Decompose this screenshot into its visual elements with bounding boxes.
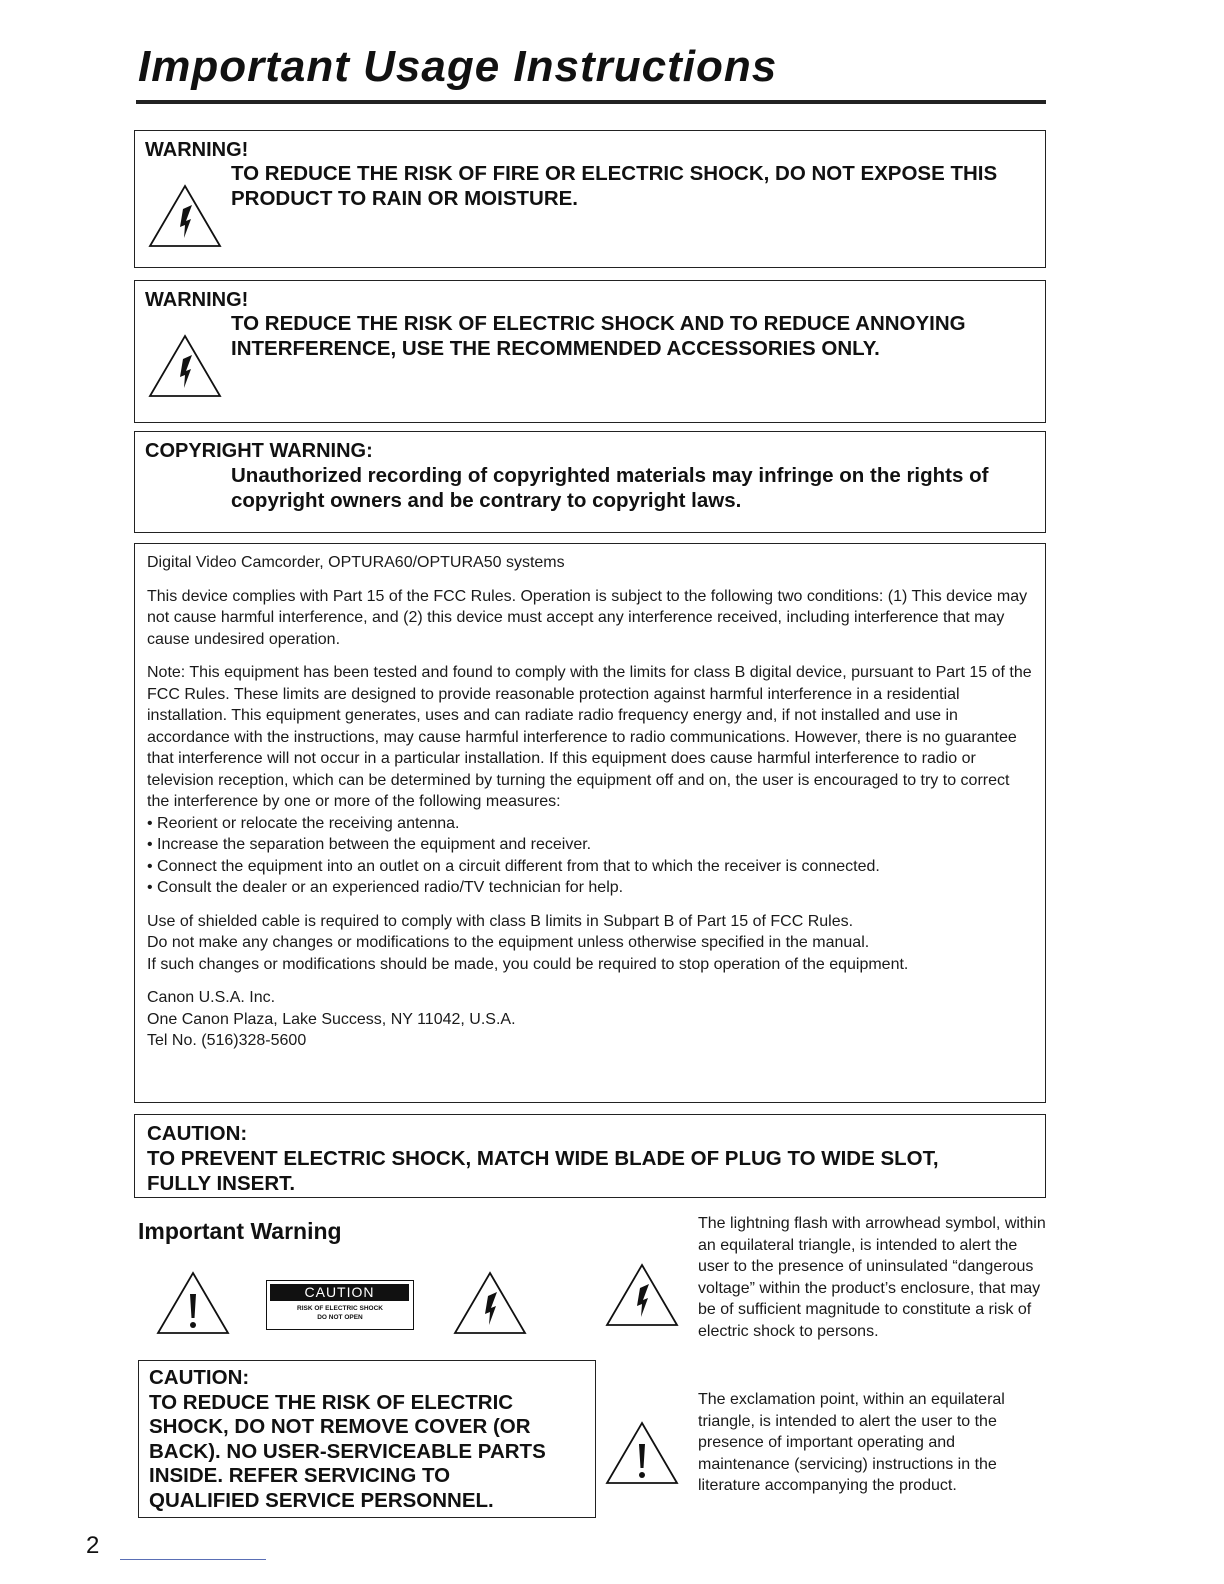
caution-line: QUALIFIED SERVICE PERSONNEL.	[149, 1488, 494, 1512]
caution-label-line: RISK OF ELECTRIC SHOCK	[297, 1305, 383, 1312]
warning-line: INTERFERENCE, USE THE RECOMMENDED ACCESSORIES ONLY.	[231, 337, 880, 360]
exclamation-triangle-icon	[155, 1270, 231, 1336]
company-address: One Canon Plaza, Lake Success, NY 11042, U.S.A.	[147, 1010, 516, 1028]
caution-cover-box	[138, 1360, 596, 1518]
page-title: Important Usage Instructions	[138, 42, 778, 91]
copyright-heading: COPYRIGHT WARNING:	[145, 440, 373, 462]
list-item: • Increase the separation between the equipment and receiver.	[147, 834, 1033, 856]
caution-heading: CAUTION:	[149, 1366, 250, 1389]
caution-line: TO PREVENT ELECTRIC SHOCK, MATCH WIDE BLADE OF PLUG TO WIDE SLOT,	[147, 1147, 939, 1170]
warning-line: TO REDUCE THE RISK OF ELECTRIC SHOCK AND TO REDUCE ANNOYING	[231, 312, 966, 335]
fcc-note-text: Note: This equipment has been tested and found to comply with the limits for class B digital device, pursuant to Part 15 of the FCC Rules. These limits are designed to provide reasonable protection against harmful interference in a residential installation. This equipment generates, uses and can radiate radio frequency energy and, if not installed and use in accordance with the instructions, may cause harmful interference to radio communications. However, there is no guarantee that interference will not occur in a particular installation. If this equipment does cause harmful interference to radio or television reception, which can be determined by turning the equipment off and on, the user is encouraged to try to correct the interference by one or more of the following measures:	[147, 664, 1032, 810]
measures-list	[147, 813, 1033, 899]
lightning-triangle-icon	[452, 1270, 528, 1336]
list-item: • Consult the dealer or an experienced radio/TV technician for help.	[147, 877, 1033, 899]
lightning-triangle-icon	[147, 183, 223, 249]
page-number: 2	[86, 1532, 100, 1559]
company-phone: Tel No. (516)328-5600	[147, 1032, 307, 1049]
if-changes-text: If such changes or modifications should be made, you could be required to stop operation of the equipment.	[147, 955, 909, 973]
shielded-cable-text: Use of shielded cable is required to comply with class B limits in Subpart B of Part 15 of FCC Rules.	[147, 912, 854, 930]
footer-rule	[120, 1559, 266, 1560]
important-warning-heading: Important Warning	[138, 1218, 342, 1244]
list-item: • Connect the equipment into an outlet on a circuit different from that to which the receiver is connected.	[147, 856, 1033, 878]
product-name: Digital Video Camcorder, OPTURA60/OPTURA50 systems	[147, 554, 565, 571]
warning-line: PRODUCT TO RAIN OR MOISTURE.	[231, 187, 578, 210]
warning-box-fire	[134, 130, 1046, 268]
caution-line: BACK). NO USER-SERVICEABLE PARTS	[149, 1439, 546, 1463]
warning-box-accessories	[134, 280, 1046, 423]
caution-line: INSIDE. REFER SERVICING TO	[149, 1464, 451, 1487]
warning-text	[231, 161, 997, 211]
warning-heading: WARNING!	[145, 139, 249, 161]
caution-line: FULLY INSERT.	[147, 1172, 296, 1195]
caution-line: TO REDUCE THE RISK OF ELECTRIC	[149, 1390, 514, 1414]
warning-line: TO REDUCE THE RISK OF FIRE OR ELECTRIC SHOCK, DO NOT EXPOSE THIS	[231, 162, 998, 185]
caution-heading: CAUTION:	[147, 1122, 248, 1145]
lightning-triangle-icon	[147, 333, 223, 399]
caution-label	[266, 1280, 414, 1330]
copyright-line: copyright owners and be contrary to copyright laws.	[231, 489, 742, 512]
caution-plug-box	[134, 1114, 1046, 1198]
lightning-triangle-icon	[604, 1262, 680, 1328]
exclamation-triangle-icon	[604, 1420, 680, 1486]
copyright-warning-box	[134, 431, 1046, 533]
company-name: Canon U.S.A. Inc.	[147, 989, 276, 1006]
fcc-statement-box	[134, 543, 1046, 1103]
no-changes-text: Do not make any changes or modifications to the equipment unless otherwise specified in the manual.	[147, 934, 870, 951]
caution-label-title: CAUTION	[270, 1284, 409, 1301]
caution-label-line: DO NOT OPEN	[317, 1314, 363, 1321]
list-item: • Reorient or relocate the receiving antenna.	[147, 813, 1033, 835]
caution-line: SHOCK, DO NOT REMOVE COVER (OR	[149, 1415, 531, 1438]
warning-heading: WARNING!	[145, 289, 249, 311]
copyright-line: Unauthorized recording of copyrighted materials may infringe on the rights of	[231, 464, 989, 487]
lightning-symbol-description: The lightning flash with arrowhead symbol, within an equilateral triangle, is intended to alert the user to the presence of uninsulated “dangerous voltage” within the product’s enclosure, that may be of sufficient magnitude to constitute a risk of electric shock to persons.	[698, 1215, 1046, 1340]
title-underline	[136, 100, 1046, 104]
fcc-compliance-text: This device complies with Part 15 of the FCC Rules. Operation is subject to the following two conditions: (1) This device may not cause harmful interference, and (2) this device must accept any interference received, including interference that may cause undesired operation.	[147, 587, 1028, 648]
exclamation-symbol-description: The exclamation point, within an equilateral triangle, is intended to alert the user to the presence of important operating and maintenance (servicing) instructions in the literature accompanying the product.	[698, 1391, 1005, 1494]
warning-text	[231, 311, 966, 361]
copyright-text	[231, 463, 988, 513]
